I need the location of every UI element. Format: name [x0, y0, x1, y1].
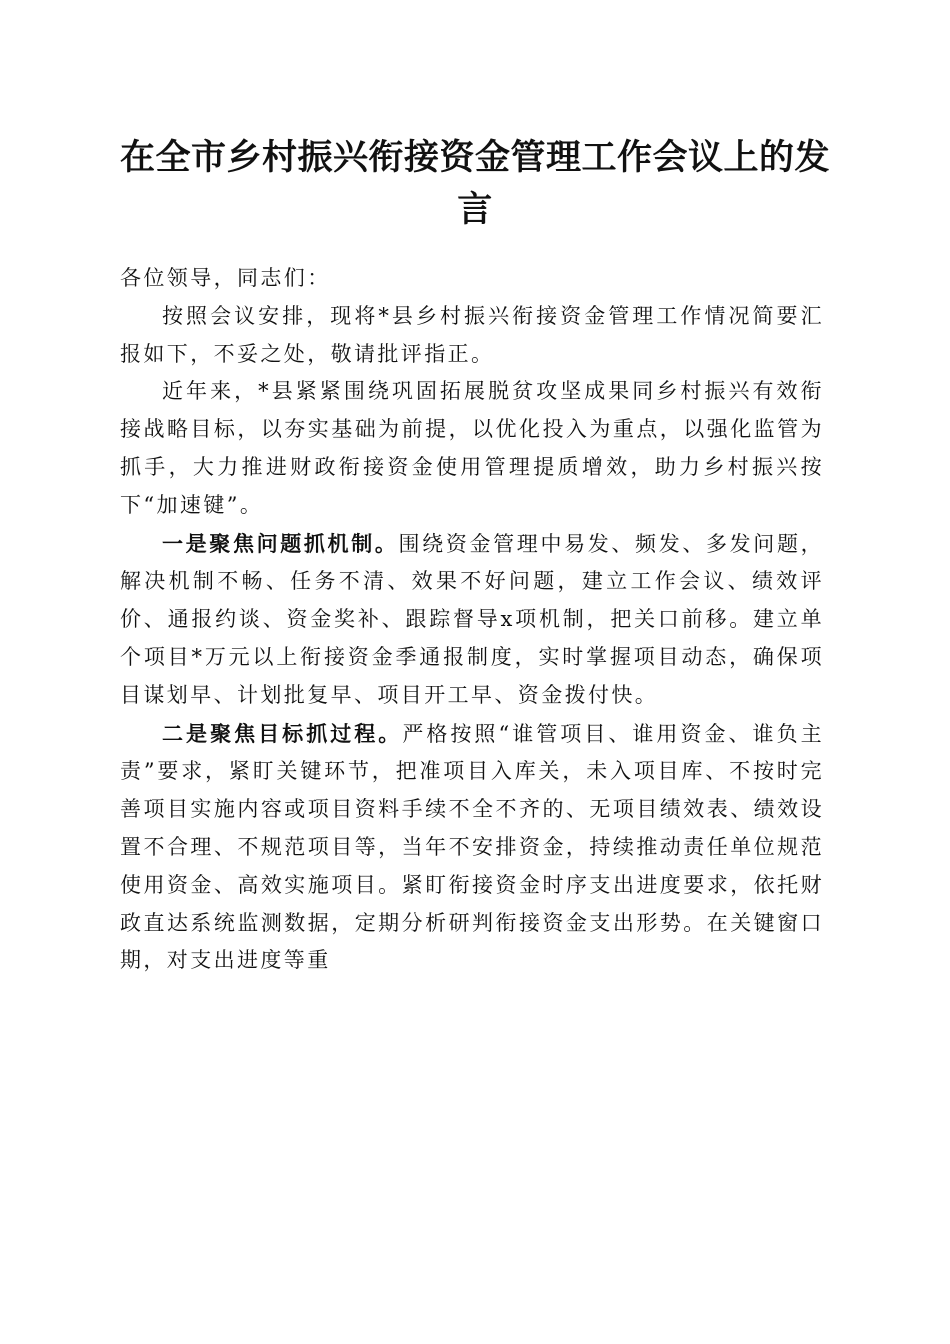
paragraph-2-text: 近年来，*县紧紧围绕巩固拓展脱贫攻坚成果同乡村振兴有效衔接战略目标，以夯实基础为前提，以优化投入为重点，以强化监管为抓手，大力推进财政衔接资金使用管理提质增效，助力乡村振兴按下“加速键”。	[120, 379, 824, 517]
paragraph-2	[120, 373, 824, 524]
paragraph-1-text: 按照会议安排，现将*县乡村振兴衔接资金管理工作情况简要汇报如下，不妥之处，敬请批评指正。	[120, 303, 824, 366]
paragraph-4-text: 严格按照“谁管项目、谁用资金、谁负主责”要求，紧盯关键环节，把准项目入库关，未入项目库、不按时完善项目实施内容或项目资料手续不全不齐的、无项目绩效表、绩效设置不合理、不规范项目等，当年不安排资金，持续推动责任单位规范使用资金、高效实施项目。紧盯衔接资金时序支出进度要求，依托财政直达系统监测数据，定期分析研判衔接资金支出形势。在关键窗口期，对支出进度等重	[120, 721, 825, 973]
paragraph-3	[120, 525, 824, 715]
paragraph-3-lead: 一是聚焦问题抓机制。	[162, 530, 399, 556]
paragraph-4	[120, 715, 824, 981]
salutation: 各位领导，同志们：	[120, 266, 331, 290]
document-title: 在全市乡村振兴衔接资金管理工作会议上的发言	[119, 137, 830, 230]
paragraph-3-text: 围绕资金管理中易发、频发、多发问题，解决机制不畅、任务不清、效果不好问题，建立工作会议、绩效评价、通报约谈、资金奖补、跟踪督导x项机制，把关口前移。建立单个项目*万元以上衔接资金季通报制度，实时掌握项目动态，确保项目谋划早、计划批复早、项目开工早、资金拨付快。	[120, 531, 825, 707]
paragraph-1	[120, 298, 824, 374]
document-body	[120, 260, 824, 980]
paragraph-4-lead: 二是聚焦目标抓过程。	[162, 720, 403, 746]
